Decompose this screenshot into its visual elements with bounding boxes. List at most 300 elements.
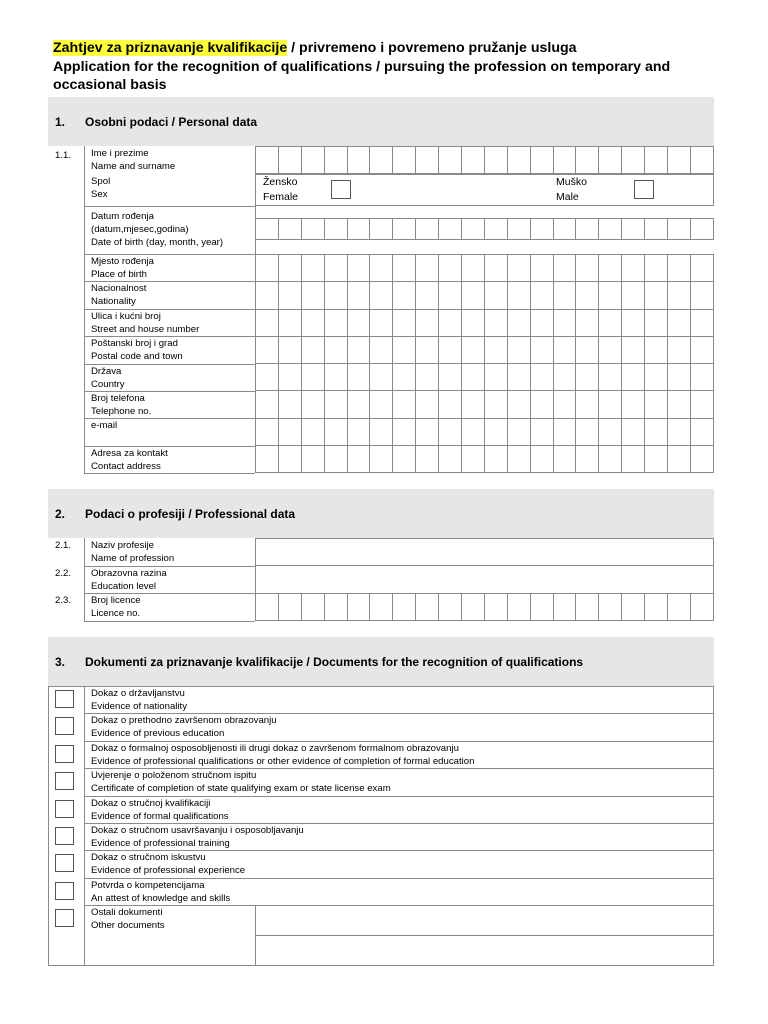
char-cell[interactable]	[324, 255, 347, 282]
char-cell[interactable]	[439, 418, 462, 445]
document-checkbox[interactable]	[55, 745, 74, 763]
table-row	[256, 282, 714, 309]
divider	[84, 621, 255, 622]
char-cell[interactable]	[324, 391, 347, 418]
char-cell[interactable]	[301, 594, 324, 621]
label-hr: Ulica i kućni broj	[91, 310, 161, 322]
char-cell[interactable]	[301, 255, 324, 282]
label-en: Name of profession	[91, 553, 175, 564]
title-en: Application for the recognition of qualifications / pursuing the profession on temporary and occasional basis	[53, 58, 671, 93]
char-cell[interactable]	[622, 255, 645, 282]
char-cell[interactable]	[301, 391, 324, 418]
education-level-input[interactable]	[255, 566, 714, 594]
title-highlight: Zahtjev za priznavanje kvalifikacije	[53, 40, 288, 56]
char-cell[interactable]	[553, 445, 576, 472]
char-cell[interactable]	[484, 309, 507, 336]
char-cell[interactable]	[393, 219, 416, 240]
char-cell[interactable]	[347, 255, 370, 282]
char-cell[interactable]	[256, 594, 279, 621]
char-cell[interactable]	[645, 336, 668, 363]
char-cell[interactable]	[324, 594, 347, 621]
char-cell[interactable]	[278, 255, 301, 282]
label-en: Education level	[91, 580, 157, 592]
char-cell[interactable]	[416, 391, 439, 418]
char-cell[interactable]	[370, 418, 393, 445]
char-cell[interactable]	[416, 418, 439, 445]
char-cell[interactable]	[439, 336, 462, 363]
label-hr: Naziv profesije	[91, 540, 154, 551]
char-cell[interactable]	[690, 255, 713, 282]
divider	[255, 206, 256, 254]
char-cell[interactable]	[370, 364, 393, 391]
char-cell[interactable]	[622, 391, 645, 418]
char-cell[interactable]	[347, 418, 370, 445]
char-cell[interactable]	[324, 282, 347, 309]
char-cell[interactable]	[439, 364, 462, 391]
other-documents-input-2[interactable]	[256, 936, 713, 965]
char-cell[interactable]	[256, 391, 279, 418]
document-checkbox[interactable]	[55, 690, 74, 708]
char-cell[interactable]	[622, 364, 645, 391]
char-cell[interactable]	[484, 391, 507, 418]
char-cell[interactable]	[599, 336, 622, 363]
char-cell[interactable]	[393, 255, 416, 282]
char-cell[interactable]	[576, 418, 599, 445]
char-cell[interactable]	[622, 219, 645, 240]
char-cell[interactable]	[599, 391, 622, 418]
char-cell[interactable]	[416, 282, 439, 309]
char-cell[interactable]	[439, 147, 462, 174]
section-2-number: 2.	[55, 506, 66, 521]
char-cell[interactable]	[462, 418, 485, 445]
char-cell[interactable]	[622, 282, 645, 309]
char-cell[interactable]	[530, 391, 553, 418]
char-cell[interactable]	[530, 219, 553, 240]
char-cell[interactable]	[439, 445, 462, 472]
document-label	[91, 769, 391, 795]
char-cell[interactable]	[256, 445, 279, 472]
char-cell[interactable]	[278, 309, 301, 336]
char-cell[interactable]	[690, 309, 713, 336]
char-cell[interactable]	[301, 418, 324, 445]
char-cell[interactable]	[416, 255, 439, 282]
char-cell[interactable]	[507, 147, 530, 174]
label-en: Evidence of professional experience	[91, 865, 246, 877]
label-hr: Država	[91, 365, 122, 377]
label-en: Telephone no.	[91, 405, 152, 417]
char-cell[interactable]	[278, 336, 301, 363]
label-en: Postal code and town	[91, 351, 183, 363]
char-cell[interactable]	[256, 147, 279, 174]
char-cell[interactable]	[462, 147, 485, 174]
female-label-hr: Žensko	[263, 176, 298, 188]
char-cell[interactable]	[622, 336, 645, 363]
char-cell[interactable]	[370, 219, 393, 240]
char-cell[interactable]	[278, 219, 301, 240]
label-en: Nationality	[91, 296, 136, 308]
table-row	[256, 418, 714, 445]
male-checkbox[interactable]	[634, 180, 654, 199]
char-cell[interactable]	[553, 391, 576, 418]
char-cell[interactable]	[690, 594, 713, 621]
section-3-title: Dokumenti za priznavanje kvalifikacije / Documents for the recognition of qualifications	[85, 654, 584, 669]
char-cell[interactable]	[462, 445, 485, 472]
char-cell[interactable]	[530, 594, 553, 621]
char-cell[interactable]	[439, 219, 462, 240]
dob-label-hr2: (datum,mjesec,godina)	[91, 224, 189, 235]
char-cell[interactable]	[668, 309, 691, 336]
char-cell[interactable]	[530, 255, 553, 282]
label-en: Street and house number	[91, 323, 200, 335]
char-cell[interactable]	[484, 336, 507, 363]
document-label	[91, 714, 277, 740]
char-cell[interactable]	[553, 147, 576, 174]
char-cell[interactable]	[690, 445, 713, 472]
char-cell[interactable]	[324, 309, 347, 336]
char-cell[interactable]	[347, 445, 370, 472]
char-cell[interactable]	[462, 309, 485, 336]
char-cell[interactable]	[576, 147, 599, 174]
personal-data-label	[91, 447, 168, 473]
char-cell[interactable]	[324, 445, 347, 472]
char-cell[interactable]	[668, 364, 691, 391]
char-cell[interactable]	[668, 255, 691, 282]
char-cell[interactable]	[256, 336, 279, 363]
char-cell[interactable]	[507, 391, 530, 418]
char-cell[interactable]	[301, 219, 324, 240]
char-cell[interactable]	[690, 391, 713, 418]
other-documents-input-1[interactable]	[256, 906, 713, 935]
char-cell[interactable]	[668, 391, 691, 418]
female-checkbox[interactable]	[331, 180, 351, 199]
licence-number-grid[interactable]	[255, 593, 714, 621]
char-cell[interactable]	[301, 282, 324, 309]
divider	[84, 206, 255, 207]
char-cell[interactable]	[484, 255, 507, 282]
char-cell[interactable]	[370, 147, 393, 174]
char-cell[interactable]	[507, 418, 530, 445]
female-option-label	[263, 175, 298, 205]
dob-label-en: Date of birth (day, month, year)	[91, 237, 224, 248]
char-cell[interactable]	[553, 255, 576, 282]
char-cell[interactable]	[278, 391, 301, 418]
char-cell[interactable]	[507, 594, 530, 621]
document-label	[91, 879, 230, 905]
char-cell[interactable]	[576, 282, 599, 309]
char-cell[interactable]	[347, 336, 370, 363]
char-cell[interactable]	[393, 282, 416, 309]
char-cell[interactable]	[645, 364, 668, 391]
section-1-title: Osobni podaci / Personal data	[85, 114, 258, 129]
personal-data-label	[91, 282, 146, 308]
char-cell[interactable]	[393, 147, 416, 174]
name-label-hr: Ime i prezime	[91, 148, 149, 159]
char-cell[interactable]	[347, 364, 370, 391]
char-cell[interactable]	[462, 391, 485, 418]
document-checkbox[interactable]	[55, 909, 74, 927]
char-cell[interactable]	[439, 255, 462, 282]
char-cell[interactable]	[301, 147, 324, 174]
char-cell[interactable]	[393, 418, 416, 445]
document-checkbox[interactable]	[55, 717, 74, 735]
char-cell[interactable]	[439, 391, 462, 418]
char-cell[interactable]	[553, 594, 576, 621]
char-cell[interactable]	[484, 418, 507, 445]
char-cell[interactable]	[599, 364, 622, 391]
professional-data-label	[91, 594, 141, 620]
document-label	[91, 906, 165, 932]
char-cell[interactable]	[576, 594, 599, 621]
label-en: Certificate of completion of state qualifying exam or state license exam	[91, 783, 391, 795]
char-cell[interactable]	[622, 445, 645, 472]
document-label	[91, 742, 474, 768]
char-cell[interactable]	[690, 336, 713, 363]
char-cell[interactable]	[668, 418, 691, 445]
char-cell[interactable]	[324, 147, 347, 174]
char-cell[interactable]	[507, 219, 530, 240]
char-cell[interactable]	[622, 418, 645, 445]
char-cell[interactable]	[576, 445, 599, 472]
char-cell[interactable]	[462, 282, 485, 309]
char-cell[interactable]	[462, 255, 485, 282]
char-cell[interactable]	[668, 445, 691, 472]
char-cell[interactable]	[278, 418, 301, 445]
char-cell[interactable]	[278, 594, 301, 621]
char-cell[interactable]	[462, 594, 485, 621]
male-option-label	[556, 175, 587, 205]
char-cell[interactable]	[462, 336, 485, 363]
char-cell[interactable]	[576, 219, 599, 240]
section-3-header	[48, 637, 714, 686]
char-cell[interactable]	[393, 594, 416, 621]
char-cell[interactable]	[370, 255, 393, 282]
char-cell[interactable]	[599, 594, 622, 621]
label-hr: e-mail	[91, 420, 118, 432]
char-cell[interactable]	[690, 364, 713, 391]
char-cell[interactable]	[393, 364, 416, 391]
char-cell[interactable]	[301, 309, 324, 336]
divider	[84, 473, 255, 474]
table-row	[256, 255, 714, 282]
char-cell[interactable]	[256, 255, 279, 282]
label-en: Other documents	[91, 920, 165, 932]
char-cell[interactable]	[370, 594, 393, 621]
char-cell[interactable]	[530, 445, 553, 472]
char-cell[interactable]	[507, 282, 530, 309]
char-cell[interactable]	[690, 282, 713, 309]
char-cell[interactable]	[645, 219, 668, 240]
char-cell[interactable]	[393, 336, 416, 363]
char-cell[interactable]	[347, 594, 370, 621]
char-cell[interactable]	[484, 219, 507, 240]
char-cell[interactable]	[530, 309, 553, 336]
char-cell[interactable]	[553, 418, 576, 445]
char-cell[interactable]	[324, 418, 347, 445]
char-cell[interactable]	[416, 445, 439, 472]
char-cell[interactable]	[599, 418, 622, 445]
char-cell[interactable]	[370, 336, 393, 363]
document-checkbox[interactable]	[55, 800, 74, 818]
char-cell[interactable]	[256, 282, 279, 309]
char-cell[interactable]	[668, 282, 691, 309]
char-cell[interactable]	[484, 282, 507, 309]
char-cell[interactable]	[347, 219, 370, 240]
char-cell[interactable]	[507, 364, 530, 391]
char-cell[interactable]	[576, 391, 599, 418]
label-hr: Ostali dokumenti	[91, 907, 163, 919]
char-cell[interactable]	[370, 445, 393, 472]
char-cell[interactable]	[439, 594, 462, 621]
label-hr: Broj telefona	[91, 392, 145, 404]
char-cell[interactable]	[416, 219, 439, 240]
section-1-header	[48, 97, 714, 146]
char-cell[interactable]	[645, 282, 668, 309]
personal-data-label	[91, 310, 199, 336]
char-cell[interactable]	[484, 364, 507, 391]
char-cell[interactable]	[599, 309, 622, 336]
char-cell[interactable]	[416, 594, 439, 621]
char-cell[interactable]	[645, 418, 668, 445]
char-cell[interactable]	[507, 336, 530, 363]
char-cell[interactable]	[576, 309, 599, 336]
char-cell[interactable]	[668, 336, 691, 363]
char-cell[interactable]	[439, 282, 462, 309]
char-cell[interactable]	[256, 219, 279, 240]
char-cell[interactable]	[278, 282, 301, 309]
char-cell[interactable]	[553, 364, 576, 391]
document-checkbox[interactable]	[55, 772, 74, 790]
char-cell[interactable]	[553, 219, 576, 240]
char-cell[interactable]	[462, 219, 485, 240]
char-cell[interactable]	[668, 594, 691, 621]
char-cell[interactable]	[347, 147, 370, 174]
char-cell[interactable]	[599, 282, 622, 309]
char-cell[interactable]	[530, 418, 553, 445]
char-cell[interactable]	[668, 219, 691, 240]
char-cell[interactable]	[370, 309, 393, 336]
personal-data-label	[91, 365, 125, 391]
char-cell[interactable]	[645, 391, 668, 418]
document-label	[91, 851, 245, 877]
divider	[84, 686, 85, 966]
char-cell[interactable]	[347, 282, 370, 309]
char-cell[interactable]	[278, 147, 301, 174]
char-cell[interactable]	[416, 364, 439, 391]
char-cell[interactable]	[576, 364, 599, 391]
char-cell[interactable]	[301, 336, 324, 363]
profession-name-input[interactable]	[255, 538, 714, 566]
char-cell[interactable]	[256, 364, 279, 391]
char-cell[interactable]	[256, 309, 279, 336]
char-cell[interactable]	[690, 147, 713, 174]
char-cell[interactable]	[599, 219, 622, 240]
char-cell[interactable]	[645, 147, 668, 174]
char-cell[interactable]	[622, 594, 645, 621]
char-cell[interactable]	[484, 147, 507, 174]
char-cell[interactable]	[301, 445, 324, 472]
char-cell[interactable]	[645, 309, 668, 336]
char-cell[interactable]	[370, 391, 393, 418]
char-cell[interactable]	[462, 364, 485, 391]
char-cell[interactable]	[278, 445, 301, 472]
char-cell[interactable]	[507, 255, 530, 282]
char-cell[interactable]	[347, 391, 370, 418]
char-cell[interactable]	[599, 255, 622, 282]
char-cell[interactable]	[416, 147, 439, 174]
char-cell[interactable]	[347, 309, 370, 336]
char-cell[interactable]	[645, 255, 668, 282]
name-input-grid[interactable]	[255, 146, 714, 174]
char-cell[interactable]	[393, 445, 416, 472]
char-cell[interactable]	[530, 336, 553, 363]
char-cell[interactable]	[256, 418, 279, 445]
char-cell[interactable]	[530, 282, 553, 309]
char-cell[interactable]	[576, 255, 599, 282]
char-cell[interactable]	[599, 147, 622, 174]
label-hr: Nacionalnost	[91, 283, 147, 295]
personal-data-input-grid[interactable]	[255, 254, 714, 473]
char-cell[interactable]	[324, 364, 347, 391]
document-checkbox[interactable]	[55, 882, 74, 900]
char-cell[interactable]	[278, 364, 301, 391]
char-cell[interactable]	[530, 364, 553, 391]
label-hr: Dokaz o prethodno završenom obrazovanju	[91, 715, 277, 727]
char-cell[interactable]	[301, 364, 324, 391]
char-cell[interactable]	[416, 309, 439, 336]
char-cell[interactable]	[370, 282, 393, 309]
dob-label-hr: Datum rođenja	[91, 211, 154, 222]
document-checkbox[interactable]	[55, 854, 74, 872]
document-checkbox[interactable]	[55, 827, 74, 845]
char-cell[interactable]	[484, 445, 507, 472]
char-cell[interactable]	[416, 336, 439, 363]
male-label-en: Male	[556, 191, 579, 203]
document-label	[91, 687, 187, 713]
document-label	[91, 797, 229, 823]
char-cell[interactable]	[645, 445, 668, 472]
char-cell[interactable]	[393, 309, 416, 336]
sex-label	[91, 175, 110, 201]
char-cell[interactable]	[324, 219, 347, 240]
label-en: Licence no.	[91, 608, 141, 620]
char-cell[interactable]	[507, 309, 530, 336]
char-cell[interactable]	[530, 147, 553, 174]
label-en: Evidence of formal qualifications	[91, 810, 229, 822]
char-cell[interactable]	[553, 336, 576, 363]
label-en: Place of birth	[91, 269, 147, 280]
char-cell[interactable]	[622, 309, 645, 336]
personal-data-label	[91, 255, 154, 281]
char-cell[interactable]	[439, 309, 462, 336]
label-hr: Mjesto rođenja	[91, 256, 154, 267]
char-cell[interactable]	[645, 594, 668, 621]
char-cell[interactable]	[622, 147, 645, 174]
char-cell[interactable]	[668, 147, 691, 174]
label-en: Contact address	[91, 460, 161, 472]
char-cell[interactable]	[690, 219, 713, 240]
char-cell[interactable]	[690, 418, 713, 445]
char-cell[interactable]	[393, 391, 416, 418]
char-cell[interactable]	[553, 309, 576, 336]
char-cell[interactable]	[576, 336, 599, 363]
char-cell[interactable]	[599, 445, 622, 472]
dob-input-grid[interactable]	[255, 218, 714, 240]
char-cell[interactable]	[324, 336, 347, 363]
char-cell[interactable]	[507, 445, 530, 472]
dob-label	[91, 210, 223, 249]
char-cell[interactable]	[553, 282, 576, 309]
char-cell[interactable]	[484, 594, 507, 621]
